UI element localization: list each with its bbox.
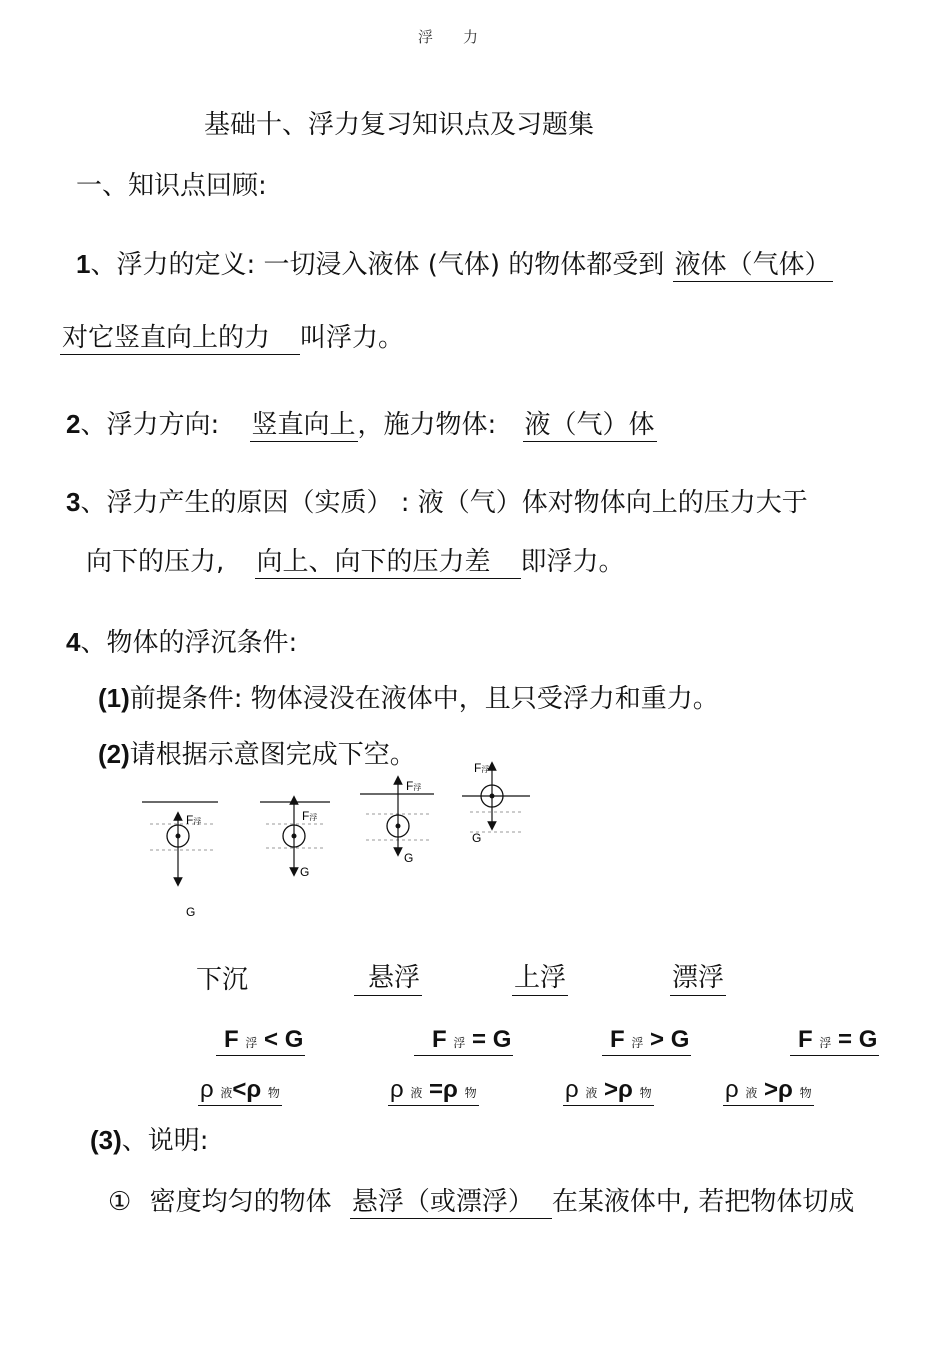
point-1-line-1 [76, 248, 833, 281]
section-heading: 一、知识点回顾: [76, 171, 267, 201]
floating-figure [462, 761, 530, 845]
point-text: 、浮力方向: [80, 410, 220, 440]
point-3-line-1 [66, 486, 808, 519]
density-relation-suspend: ρ 液 =ρ 物 [388, 1076, 479, 1106]
sub-number: (2) [98, 739, 130, 769]
rising-figure [360, 779, 434, 865]
point-text: ，施力物体: [357, 410, 497, 440]
point-text: 、浮力的定义: 一切浸入液体 (气体) 的物体都受到 [90, 250, 665, 280]
density-relation-rise: ρ 液 >ρ 物 [563, 1076, 654, 1106]
point-text: 、物体的浮沉条件: [80, 628, 298, 658]
point-number: 2 [66, 409, 81, 439]
point-text: 向下的压力, [86, 547, 225, 577]
force-relation-float: F 浮 = G [790, 1026, 879, 1056]
item-text: 在某液体中, 若把物体切成 [551, 1187, 855, 1217]
point-4 [66, 626, 297, 659]
answer-blank: 悬浮（或漂浮） [350, 1187, 552, 1219]
answer-blank: 竖直向上 [251, 410, 356, 440]
force-relation-sink: F 浮 < G [216, 1026, 305, 1056]
force-relation-rise: F 浮 > G [602, 1026, 691, 1056]
float-sink-diagram [130, 756, 550, 926]
gravity-label: G [186, 905, 196, 919]
point-text: 即浮力。 [520, 547, 625, 577]
suspended-figure [260, 800, 330, 879]
buoyancy-label: F浮 [186, 813, 202, 827]
point-number: 1 [76, 249, 91, 279]
explanation-item-1 [108, 1186, 854, 1218]
density-relation-float: ρ 液 >ρ 物 [723, 1076, 814, 1106]
buoyancy-label: F浮 [406, 779, 422, 793]
answer-blank: 向上、向下的压力差 [255, 547, 521, 579]
answer-blank: 对它竖直向上的力 [60, 323, 300, 355]
sub-text: 、说明: [121, 1126, 209, 1156]
sub-number: (1) [98, 683, 130, 713]
gravity-label: G [404, 851, 414, 865]
page-header: 浮力 [418, 28, 509, 46]
item-number: ① [108, 1187, 132, 1217]
gravity-label: G [300, 865, 310, 879]
density-relation-sink: ρ 液<ρ 物 [198, 1076, 282, 1106]
document-title: 基础十、浮力复习知识点及习题集 [204, 110, 595, 140]
answer-blank: 液（气）体 [524, 410, 655, 440]
point-number: 4 [66, 627, 81, 657]
answer-blank: 液体（气体） [674, 250, 831, 280]
explanation-heading [90, 1124, 209, 1157]
item-text: 密度均匀的物体 [149, 1187, 332, 1217]
point-4-sub-1 [98, 682, 719, 715]
force-relation-suspend: F 浮 = G [414, 1026, 513, 1056]
sub-text: 前提条件: 物体浸没在液体中，且只受浮力和重力。 [129, 684, 719, 714]
point-1-line-2 [60, 322, 404, 354]
buoyancy-label: F浮 [302, 809, 318, 823]
point-text: 叫浮力。 [300, 323, 405, 353]
state-suspend: 悬浮 [354, 962, 422, 996]
point-3-line-2 [86, 546, 625, 578]
buoyancy-label: F浮 [474, 761, 490, 775]
point-number: 3 [66, 487, 81, 517]
point-text: 、浮力产生的原因（实质） : 液（气）体对物体向上的压力大于 [80, 488, 808, 518]
sub-text: 请根据示意图完成下空。 [129, 740, 416, 770]
state-rise: 上浮 [512, 962, 568, 996]
point-2 [66, 408, 657, 441]
state-float: 漂浮 [670, 962, 726, 996]
gravity-label: G [472, 831, 482, 845]
sub-number: (3) [90, 1125, 122, 1155]
state-sink: 下沉 [196, 965, 249, 995]
sinking-figure [142, 802, 218, 919]
